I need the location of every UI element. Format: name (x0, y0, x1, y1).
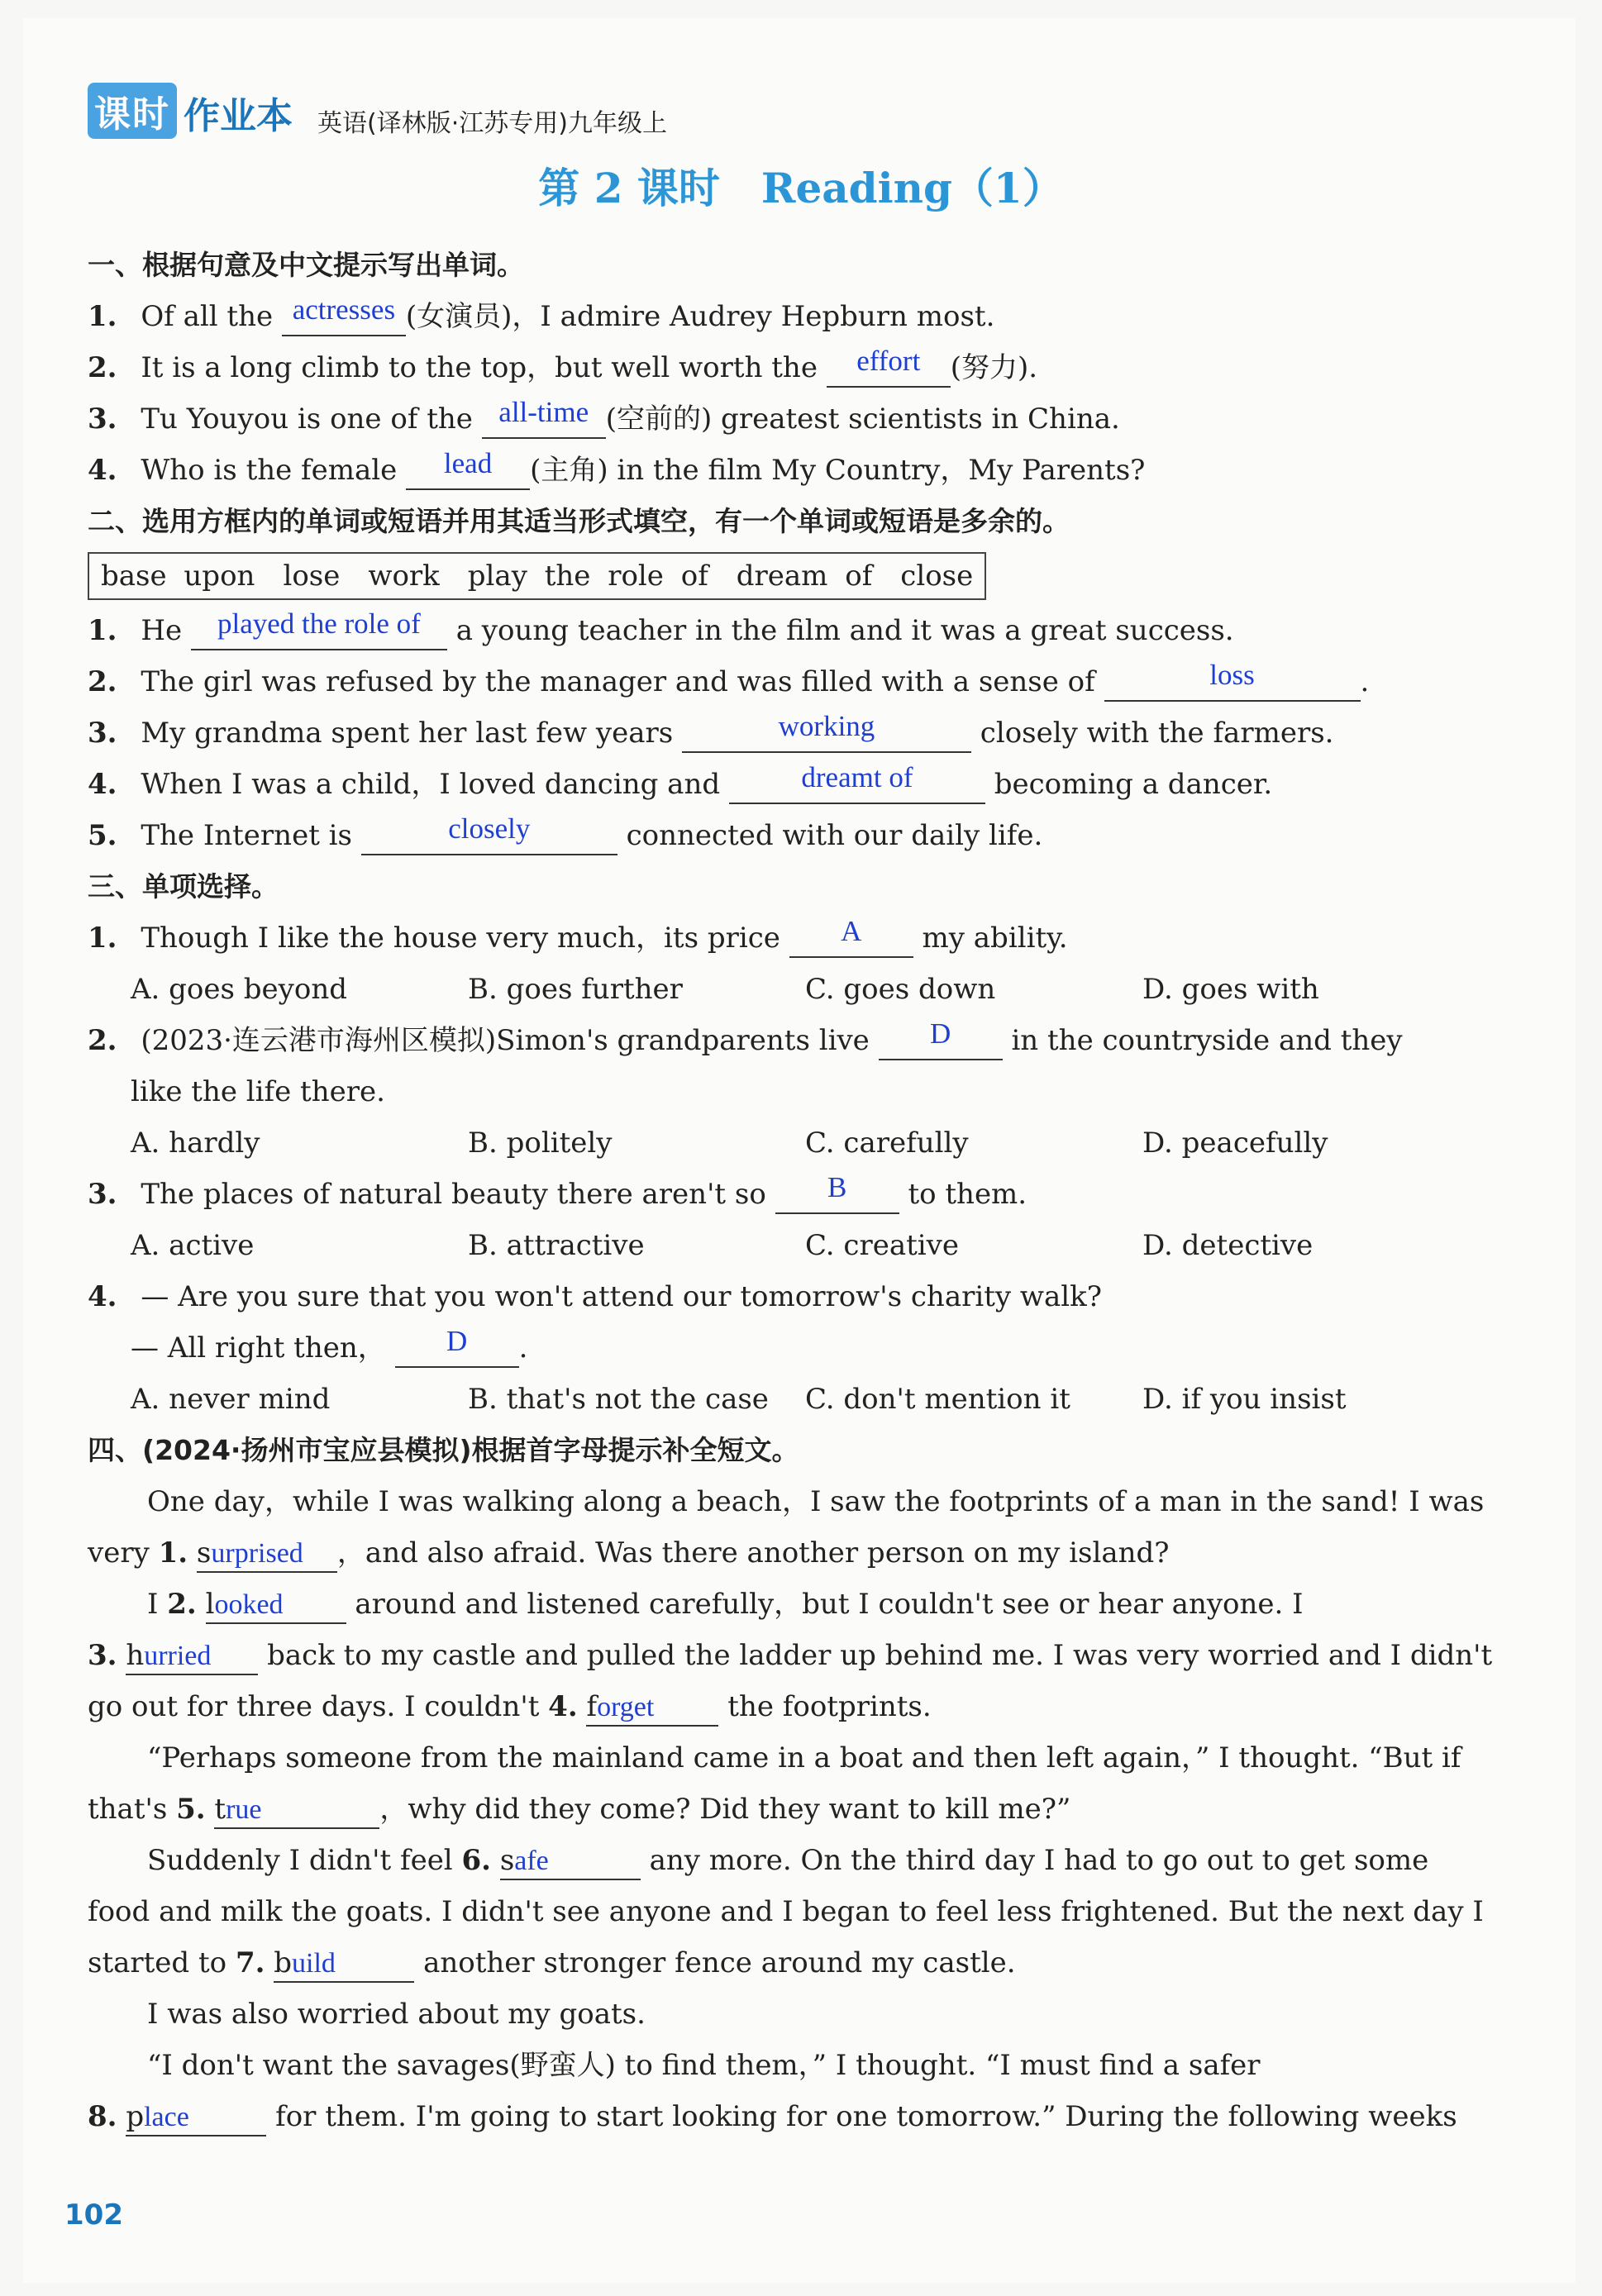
item-number: 5. (88, 819, 117, 852)
option-d[interactable]: D. goes with (1142, 973, 1319, 1006)
answer: loss (1209, 659, 1255, 691)
s3-q3-options (88, 1220, 1493, 1271)
option-d[interactable]: D. if you insist (1142, 1383, 1347, 1416)
text: very (88, 1536, 150, 1570)
s3-q1-options (88, 964, 1493, 1015)
item-text-pre: — All right then， (131, 1331, 386, 1365)
blank-number: 7. (235, 1946, 265, 1979)
passage-line: One day，while I was walking along a beach，I saw the footprints of a man in the sand! I was (147, 1485, 1485, 1518)
option-c[interactable]: C. creative (805, 1229, 959, 1262)
passage-line: “Perhaps someone from the mainland came in a boat and then left again，” I thought. “But if (147, 1741, 1461, 1774)
answer-blank[interactable] (879, 1017, 1003, 1060)
s2-item-1 (88, 605, 1493, 656)
answer-blank[interactable] (274, 1945, 414, 1983)
answer: closely (448, 812, 531, 845)
logo-text: 作业本 (184, 95, 293, 137)
passage-line: “I don't want the savages(野蛮人) to find them，” I thought. “I must find a safer (147, 2049, 1261, 2082)
item-text-pre: He (141, 614, 183, 647)
answer: B (827, 1171, 847, 1203)
item-text-post: (主角) in the film My Country，My Parents? (530, 454, 1146, 487)
answer-blank[interactable] (682, 710, 971, 753)
item-text-post: becoming a dancer. (994, 768, 1273, 801)
option-c[interactable]: C. goes down (805, 973, 996, 1006)
item-number: 4. (88, 1280, 117, 1313)
answer: urried (144, 1641, 212, 1671)
passage-line (88, 2091, 1493, 2142)
text: the footprints. (727, 1690, 932, 1723)
answer: all-time (498, 396, 589, 428)
s3-q3 (88, 1169, 1493, 1220)
wordbox-row (88, 547, 1493, 605)
answer-blank[interactable] (1104, 659, 1361, 702)
option-a[interactable]: A. goes beyond (131, 973, 348, 1006)
answer: uild (292, 1948, 336, 1979)
item-text-pre: Who is the female (141, 454, 398, 487)
passage-line (88, 1937, 1493, 1989)
answer: orget (597, 1692, 655, 1722)
answer: lead (443, 447, 493, 479)
text: back to my castle and pulled the ladder up behind me. I was very worried and I didn't (267, 1639, 1493, 1672)
item-text-line1: — Are you sure that you won't attend our tomorrow's charity walk? (141, 1280, 1102, 1313)
header-subtitle: 英语(译林版·江苏专用)九年级上 (317, 109, 667, 138)
item-text-post: to them. (908, 1178, 1027, 1211)
item-text-pre: Of all the (141, 300, 274, 333)
text: Suddenly I didn't feel (147, 1844, 453, 1877)
answer: actresses (292, 293, 396, 326)
s2-item-2 (88, 656, 1493, 707)
answer-blank[interactable] (789, 915, 913, 958)
page-title: 第 2 课时 Reading（1） (538, 164, 1064, 212)
text: go out for three days. I couldn't (88, 1690, 540, 1723)
item-text-pre: When I was a child，I loved dancing and (141, 768, 721, 801)
blank-number: 8. (88, 2100, 117, 2133)
item-text-post: in the countryside and they (1011, 1024, 1403, 1057)
answer-blank[interactable] (126, 1637, 258, 1675)
answer-blank[interactable] (395, 1325, 519, 1368)
item-number: 1. (88, 614, 117, 647)
text: another stronger fence around my castle. (423, 1946, 1016, 1979)
s1-item-3 (88, 393, 1493, 445)
s2-item-3 (88, 707, 1493, 759)
answer-blank[interactable] (586, 1689, 718, 1727)
content (88, 240, 1493, 2142)
blank-number: 2. (167, 1588, 197, 1621)
word-box: base upon lose work play the role of dream of close (88, 552, 986, 600)
answer-blank[interactable] (206, 1586, 346, 1624)
answer-blank[interactable] (482, 396, 606, 439)
first-letter: p (126, 2100, 145, 2133)
item-number: 1. (88, 300, 117, 333)
first-letter: l (205, 1588, 215, 1621)
s3-q4 (88, 1271, 1493, 1322)
passage-line: food and milk the goats. I didn't see anyone and I began to feel less frightened. But the next day I (88, 1895, 1484, 1928)
item-number: 3. (88, 717, 117, 750)
answer-blank[interactable] (361, 812, 617, 855)
text: for them. I'm going to start looking for one tomorrow.” During the following weeks (275, 2100, 1457, 2133)
item-text-pre: My grandma spent her last few years (141, 717, 674, 750)
option-b[interactable]: B. politely (468, 1127, 613, 1160)
item-text-pre: The girl was refused by the manager and was filled with a sense of (141, 665, 1095, 698)
answer-blank[interactable] (191, 607, 447, 650)
item-number: 2. (88, 1024, 117, 1057)
option-b[interactable]: B. attractive (468, 1229, 645, 1262)
item-text-post: a young teacher in the film and it was a great success. (455, 614, 1234, 647)
option-a[interactable]: A. never mind (131, 1383, 331, 1416)
option-a[interactable]: A. hardly (131, 1127, 260, 1160)
s2-item-4 (88, 759, 1493, 810)
item-text-pre: It is a long climb to the top，but well worth the (141, 351, 818, 384)
item-number: 1. (88, 922, 117, 955)
s1-item-1 (88, 291, 1493, 342)
page-number: 102 (64, 2198, 123, 2232)
s3-q1 (88, 912, 1493, 964)
answer: played the role of (217, 607, 421, 640)
item-text-post: (女演员)，I admire Audrey Hepburn most. (405, 300, 995, 333)
item-text-pre: The places of natural beauty there aren't so (141, 1178, 766, 1211)
section-1-heading: 一、根据句意及中文提示写出单词。 (88, 249, 524, 281)
first-letter: b (274, 1946, 293, 1979)
passage-line (88, 1784, 1493, 1835)
section-2-heading: 二、选用方框内的单词或短语并用其适当形式填空，有一个单词或短语是多余的。 (88, 505, 1070, 537)
passage-line (88, 1527, 1493, 1579)
passage-line (88, 1630, 1493, 1681)
item-text-post: . (518, 1331, 528, 1365)
text: I (147, 1588, 159, 1621)
item-number: 2. (88, 665, 117, 698)
logo-box: 课时 (88, 83, 177, 139)
answer: rue (226, 1794, 262, 1825)
blank-number: 1. (158, 1536, 188, 1570)
answer: ooked (214, 1589, 284, 1620)
s3-q2 (88, 1015, 1493, 1066)
item-text-post: (努力). (950, 351, 1038, 384)
answer: urprised (211, 1538, 303, 1569)
answer-blank[interactable] (282, 293, 406, 336)
blank-number: 3. (88, 1639, 117, 1672)
s1-item-4 (88, 445, 1493, 496)
text: ，and also afraid. Was there another person on my island? (336, 1536, 1170, 1570)
item-number: 3. (88, 403, 117, 436)
answer: lace (144, 2102, 189, 2132)
answer-blank[interactable] (197, 1535, 337, 1573)
first-letter: t (214, 1793, 226, 1826)
text: any more. On the third day I had to go out to get some (649, 1844, 1429, 1877)
option-c[interactable]: C. don't mention it (805, 1383, 1070, 1416)
answer: dreamt of (801, 761, 913, 793)
text: started to (88, 1946, 227, 1979)
s3-q2-cont: like the life there. (131, 1075, 385, 1108)
first-letter: f (586, 1690, 598, 1723)
section-3-heading: 三、单项选择。 (88, 870, 279, 903)
answer: afe (514, 1846, 549, 1876)
item-text-pre: (2023·连云港市海州区模拟)Simon's grandparents live (141, 1024, 870, 1057)
passage-line: I was also worried about my goats. (147, 1998, 646, 2031)
answer: effort (856, 345, 921, 377)
first-letter: h (126, 1639, 145, 1672)
item-text-post: my ability. (922, 922, 1068, 955)
answer-blank[interactable] (126, 2098, 266, 2136)
item-number: 4. (88, 454, 117, 487)
answer-blank[interactable] (775, 1171, 899, 1214)
item-number: 3. (88, 1178, 117, 1211)
section-4-heading: 四、(2024·扬州市宝应县模拟)根据首字母提示补全短文。 (88, 1434, 799, 1466)
option-c[interactable]: C. carefully (805, 1127, 969, 1160)
s3-q4-line2 (88, 1322, 1493, 1374)
item-text-post: (空前的) greatest scientists in China. (605, 403, 1120, 436)
option-d[interactable]: D. peacefully (1142, 1127, 1328, 1160)
item-text-post: connected with our daily life. (626, 819, 1043, 852)
answer: working (778, 710, 875, 742)
option-b[interactable]: B. that's not the case (468, 1383, 769, 1416)
option-d[interactable]: D. detective (1142, 1229, 1314, 1262)
item-number: 4. (88, 768, 117, 801)
text: ，why did they come? Did they want to kill me?” (379, 1793, 1071, 1826)
text: around and listened carefully，but I couldn't see or hear anyone. I (355, 1588, 1304, 1621)
answer-blank[interactable] (729, 761, 985, 804)
item-text-post: closely with the farmers. (980, 717, 1334, 750)
passage-line (88, 1579, 1493, 1630)
first-letter: s (196, 1536, 212, 1570)
s1-item-2 (88, 342, 1493, 393)
header (88, 83, 667, 139)
text: that's (88, 1793, 168, 1826)
answer-blank[interactable] (214, 1791, 379, 1829)
passage-line (88, 1681, 1493, 1732)
answer: A (841, 915, 862, 947)
answer: D (446, 1325, 468, 1357)
item-text-pre: Though I like the house very much，its price (141, 922, 780, 955)
item-text-pre: Tu Youyou is one of the (141, 403, 473, 436)
item-text-post: . (1360, 665, 1370, 698)
passage-line (88, 1835, 1493, 1886)
s2-item-5 (88, 810, 1493, 861)
blank-number: 6. (461, 1844, 491, 1877)
blank-number: 5. (176, 1793, 206, 1826)
option-b[interactable]: B. goes further (468, 973, 683, 1006)
answer-blank[interactable] (406, 447, 530, 490)
answer-blank[interactable] (500, 1842, 641, 1880)
blank-number: 4. (548, 1690, 578, 1723)
item-number: 2. (88, 351, 117, 384)
item-text-pre: The Internet is (141, 819, 352, 852)
s3-q4-options (88, 1374, 1493, 1425)
answer-blank[interactable] (827, 345, 951, 388)
answer: D (929, 1017, 951, 1050)
option-a[interactable]: A. active (131, 1229, 255, 1262)
first-letter: s (499, 1844, 515, 1877)
s3-q2-options (88, 1117, 1493, 1169)
